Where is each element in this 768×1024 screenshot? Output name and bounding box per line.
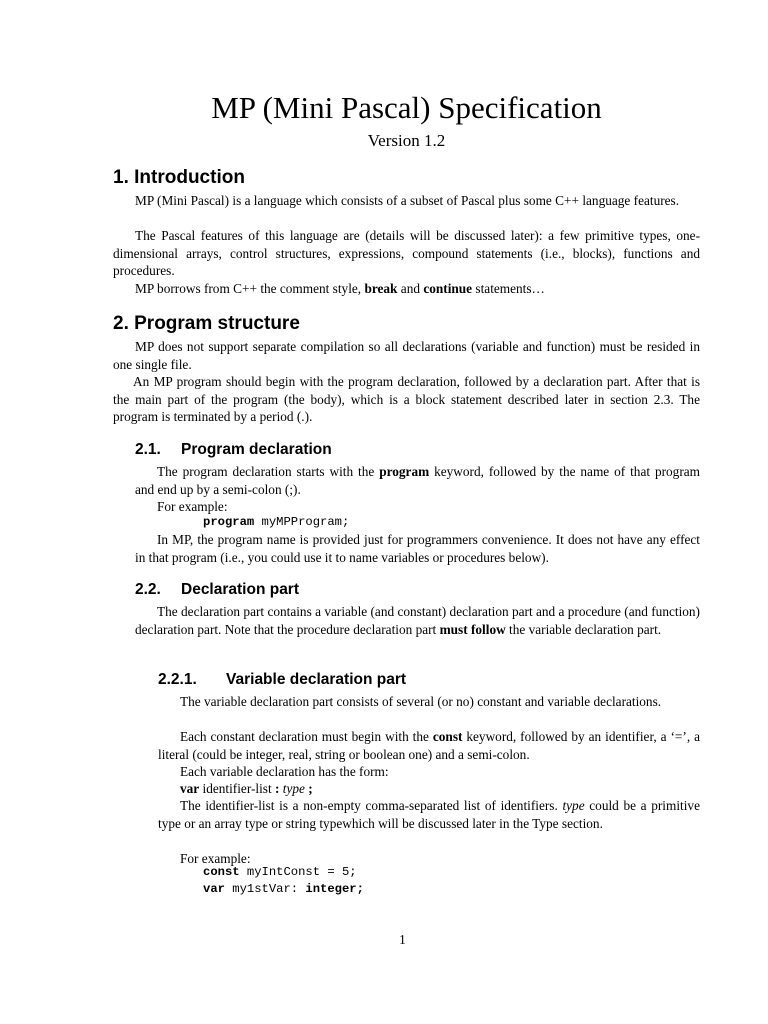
program-structure-paragraph-2: An MP program should begin with the program declaration, followed by a declaration part. After that is the main part of the program (the body), which is a block statement described later in section 2.3. The program is terminated by a period (.). [113,374,700,425]
subsection-heading-program-declaration: 2.1. Program declaration [135,441,332,458]
subsection-heading-variable-declaration-part: 2.2.1. Variable declaration part [158,671,407,688]
intro-paragraph-3: MP borrows from C++ the comment style, break and continue statements… [135,281,545,296]
program-declaration-example-label: For example: [157,499,228,514]
variable-declaration-paragraph-1: The variable declaration part consists of several (or no) constant and variable declarations. [180,694,662,709]
variable-declaration-paragraph-4: The identifier-list is a non-empty comma-separated list of identifiers. type could be a primitive type or an array type or string typewhich will be discussed later in the Type section. [158,798,700,831]
subsection-heading-declaration-part: 2.2. Declaration part [135,581,300,598]
keyword-continue: continue [423,281,473,296]
keyword-const: const [432,729,463,744]
keyword-program: program [379,464,430,479]
variable-declaration-form: var identifier-list : type ; [180,781,313,796]
declaration-part-paragraph: The declaration part contains a variable (and constant) declaration part and a procedure (and function) declaration part. Note that the procedure declaration part must follow the variable declaration part. [135,604,700,637]
program-declaration-paragraph-1: The program declaration starts with the program keyword, followed by the name of that program and end up by a semi-colon (;). [135,464,700,497]
section-heading-introduction: 1. Introduction [113,167,245,188]
variable-declaration-paragraph-3: Each variable declaration has the form: [180,764,389,779]
keyword-break: break [364,281,398,296]
program-structure-paragraph-1: MP does not support separate compilation so all declarations (variable and function) must be resided in one single file. [113,339,700,372]
document-version: Version 1.2 [367,131,446,150]
variable-declaration-example-label: For example: [180,851,251,866]
code-example-var: var my1stVar: integer; [203,882,364,896]
code-example-program: program myMPProgram; [203,515,350,529]
code-example-const: const myIntConst = 5; [203,865,357,879]
variable-declaration-paragraph-2: Each constant declaration must begin with the const keyword, followed by an identifier, a ‘=’, a literal (could be integer, real, string or boolean one) and a semi-colon. [158,729,700,762]
intro-paragraph-1: MP (Mini Pascal) is a language which consists of a subset of Pascal plus some C++ language features. [135,193,680,208]
section-heading-program-structure: 2. Program structure [113,313,300,334]
program-declaration-paragraph-2: In MP, the program name is provided just for programmers convenience. It does not have any effect in that program (i.e., you could use it to name variables or procedures below). [135,532,700,565]
document-title: MP (Mini Pascal) Specification [211,90,602,125]
intro-paragraph-2: The Pascal features of this language are (details will be discussed later): a few primitive types, one-dimensional arrays, control structures, expressions, compound statements (i.e., blocks), functions and procedures. [113,228,700,279]
page-number: 1 [399,932,406,947]
